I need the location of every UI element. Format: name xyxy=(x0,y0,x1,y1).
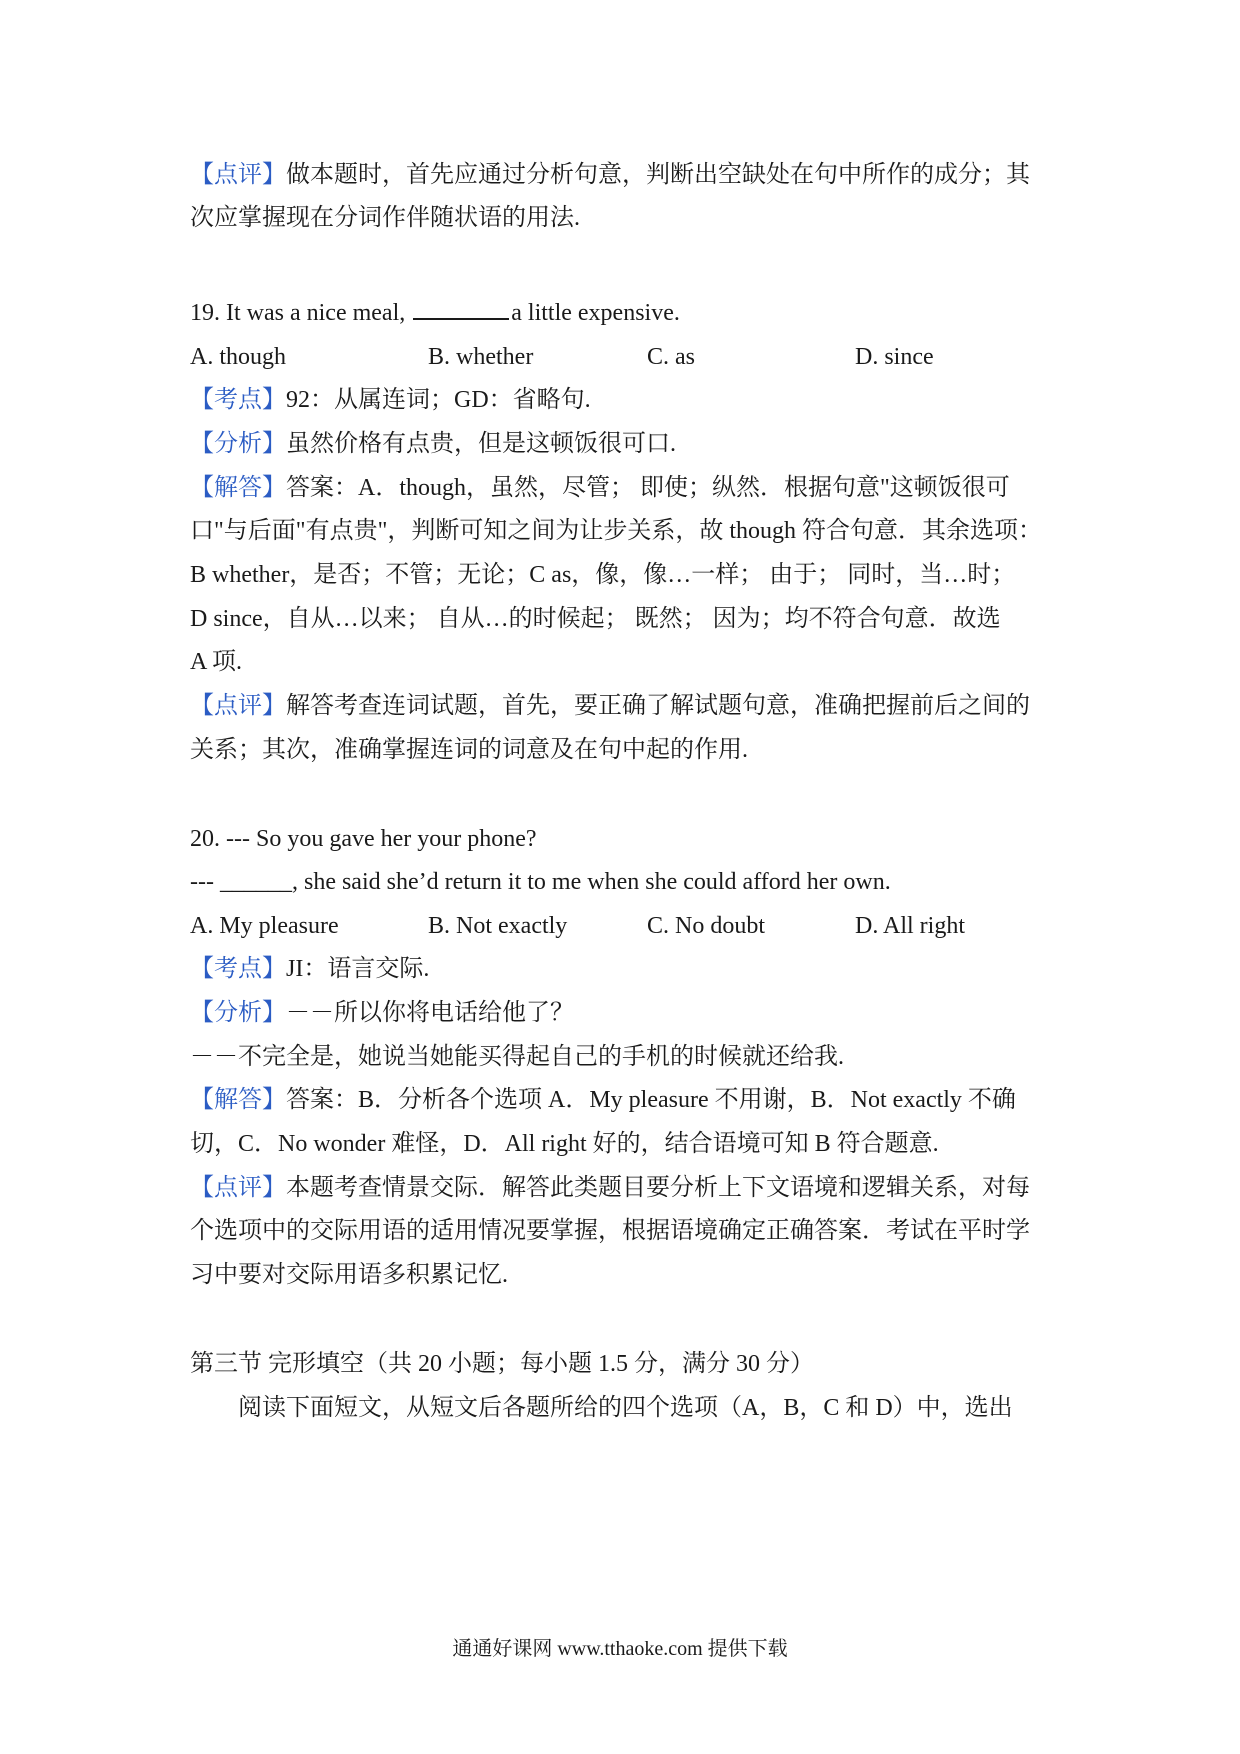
q20-stem-line-2: --- ______, she said she’d return it to me when she could afford her own. xyxy=(190,869,891,895)
answer-blank xyxy=(413,298,509,320)
q20-jieda-line-1: 【解答】答案：B．分析各个选项 A．My pleasure 不用谢，B．Not exactly 不确 xyxy=(190,1087,1016,1113)
q20-jieda-line-2: 切，C．No wonder 难怪，D．All right 好的，结合语境可知 B 符合题意. xyxy=(190,1131,939,1157)
q19-fenxi: 【分析】虽然价格有点贵，但是这顿饭很可口. xyxy=(190,431,676,457)
q20-fenxi-line-2: －－不完全是，她说当她能买得起自己的手机的时候就还给我. xyxy=(190,1044,844,1070)
section3-intro: 阅读下面短文，从短文后各题所给的四个选项（A，B，C 和 D）中，选出 xyxy=(238,1395,1013,1421)
page-footer: 通通好课网 www.tthaoke.com 提供下载 xyxy=(452,1638,788,1660)
q19-jieda-line-1: 【解答】答案：A．though，虽然，尽管； 即使；纵然．根据句意"这顿饭很可 xyxy=(190,475,1010,501)
section3-heading: 第三节 完形填空（共 20 小题；每小题 1.5 分，满分 30 分） xyxy=(190,1351,814,1377)
q18-comment-line-1: 【点评】做本题时，首先应通过分析句意，判断出空缺处在句中所作的成分；其 xyxy=(190,162,1030,188)
q19-pingjia-line-2: 关系；其次，准确掌握连词的词意及在句中起的作用. xyxy=(190,737,748,763)
q19-option-c: C. as xyxy=(647,344,695,370)
q20-kaodian: 【考点】JI：语言交际. xyxy=(190,956,430,982)
q19-jieda-line-4: D since，自从…以来； 自从…的时候起； 既然； 因为；均不符合句意．故选 xyxy=(190,606,1001,632)
q20-pingjia-line-1: 【点评】本题考查情景交际．解答此类题目要分析上下文语境和逻辑关系，对每 xyxy=(190,1175,1030,1201)
q20-pingjia-line-2: 个选项中的交际用语的适用情况要掌握，根据语境确定正确答案．考试在平时学 xyxy=(190,1218,1030,1244)
q20-fenxi-line-1: 【分析】－－所以你将电话给他了？ xyxy=(190,1000,574,1026)
q20-pingjia-line-3: 习中要对交际用语多积累记忆. xyxy=(190,1262,508,1288)
q19-stem: 19. It was a nice meal, a little expensive. xyxy=(190,300,680,326)
q19-kaodian: 【考点】92：从属连词；GD：省略句. xyxy=(190,387,591,413)
q20-stem-line-1: 20. --- So you gave her your phone? xyxy=(190,826,537,852)
pingjia-tag: 【点评】 xyxy=(190,162,286,188)
q20-option-a: A. My pleasure xyxy=(190,913,339,939)
q20-option-d: D. All right xyxy=(855,913,966,939)
q19-jieda-line-5: A 项. xyxy=(190,649,243,675)
q19-option-a: A. though xyxy=(190,344,286,370)
q19-jieda-line-3: B whether，是否；不管；无论；C as，像，像…一样； 由于； 同时，当…时； xyxy=(190,562,1016,588)
q20-option-c: C. No doubt xyxy=(647,913,766,939)
q18-comment-line-2: 次应掌握现在分词作伴随状语的用法. xyxy=(190,205,580,231)
q19-pingjia-line-1: 【点评】解答考查连词试题，首先，要正确了解试题句意，准确把握前后之间的 xyxy=(190,693,1030,719)
q19-jieda-line-2: 口"与后面"有点贵"，判断可知之间为让步关系，故 though 符合句意．其余选项： xyxy=(190,518,1043,544)
q19-option-b: B. whether xyxy=(428,344,534,370)
q20-option-b: B. Not exactly xyxy=(428,913,568,939)
q19-option-d: D. since xyxy=(855,344,934,370)
